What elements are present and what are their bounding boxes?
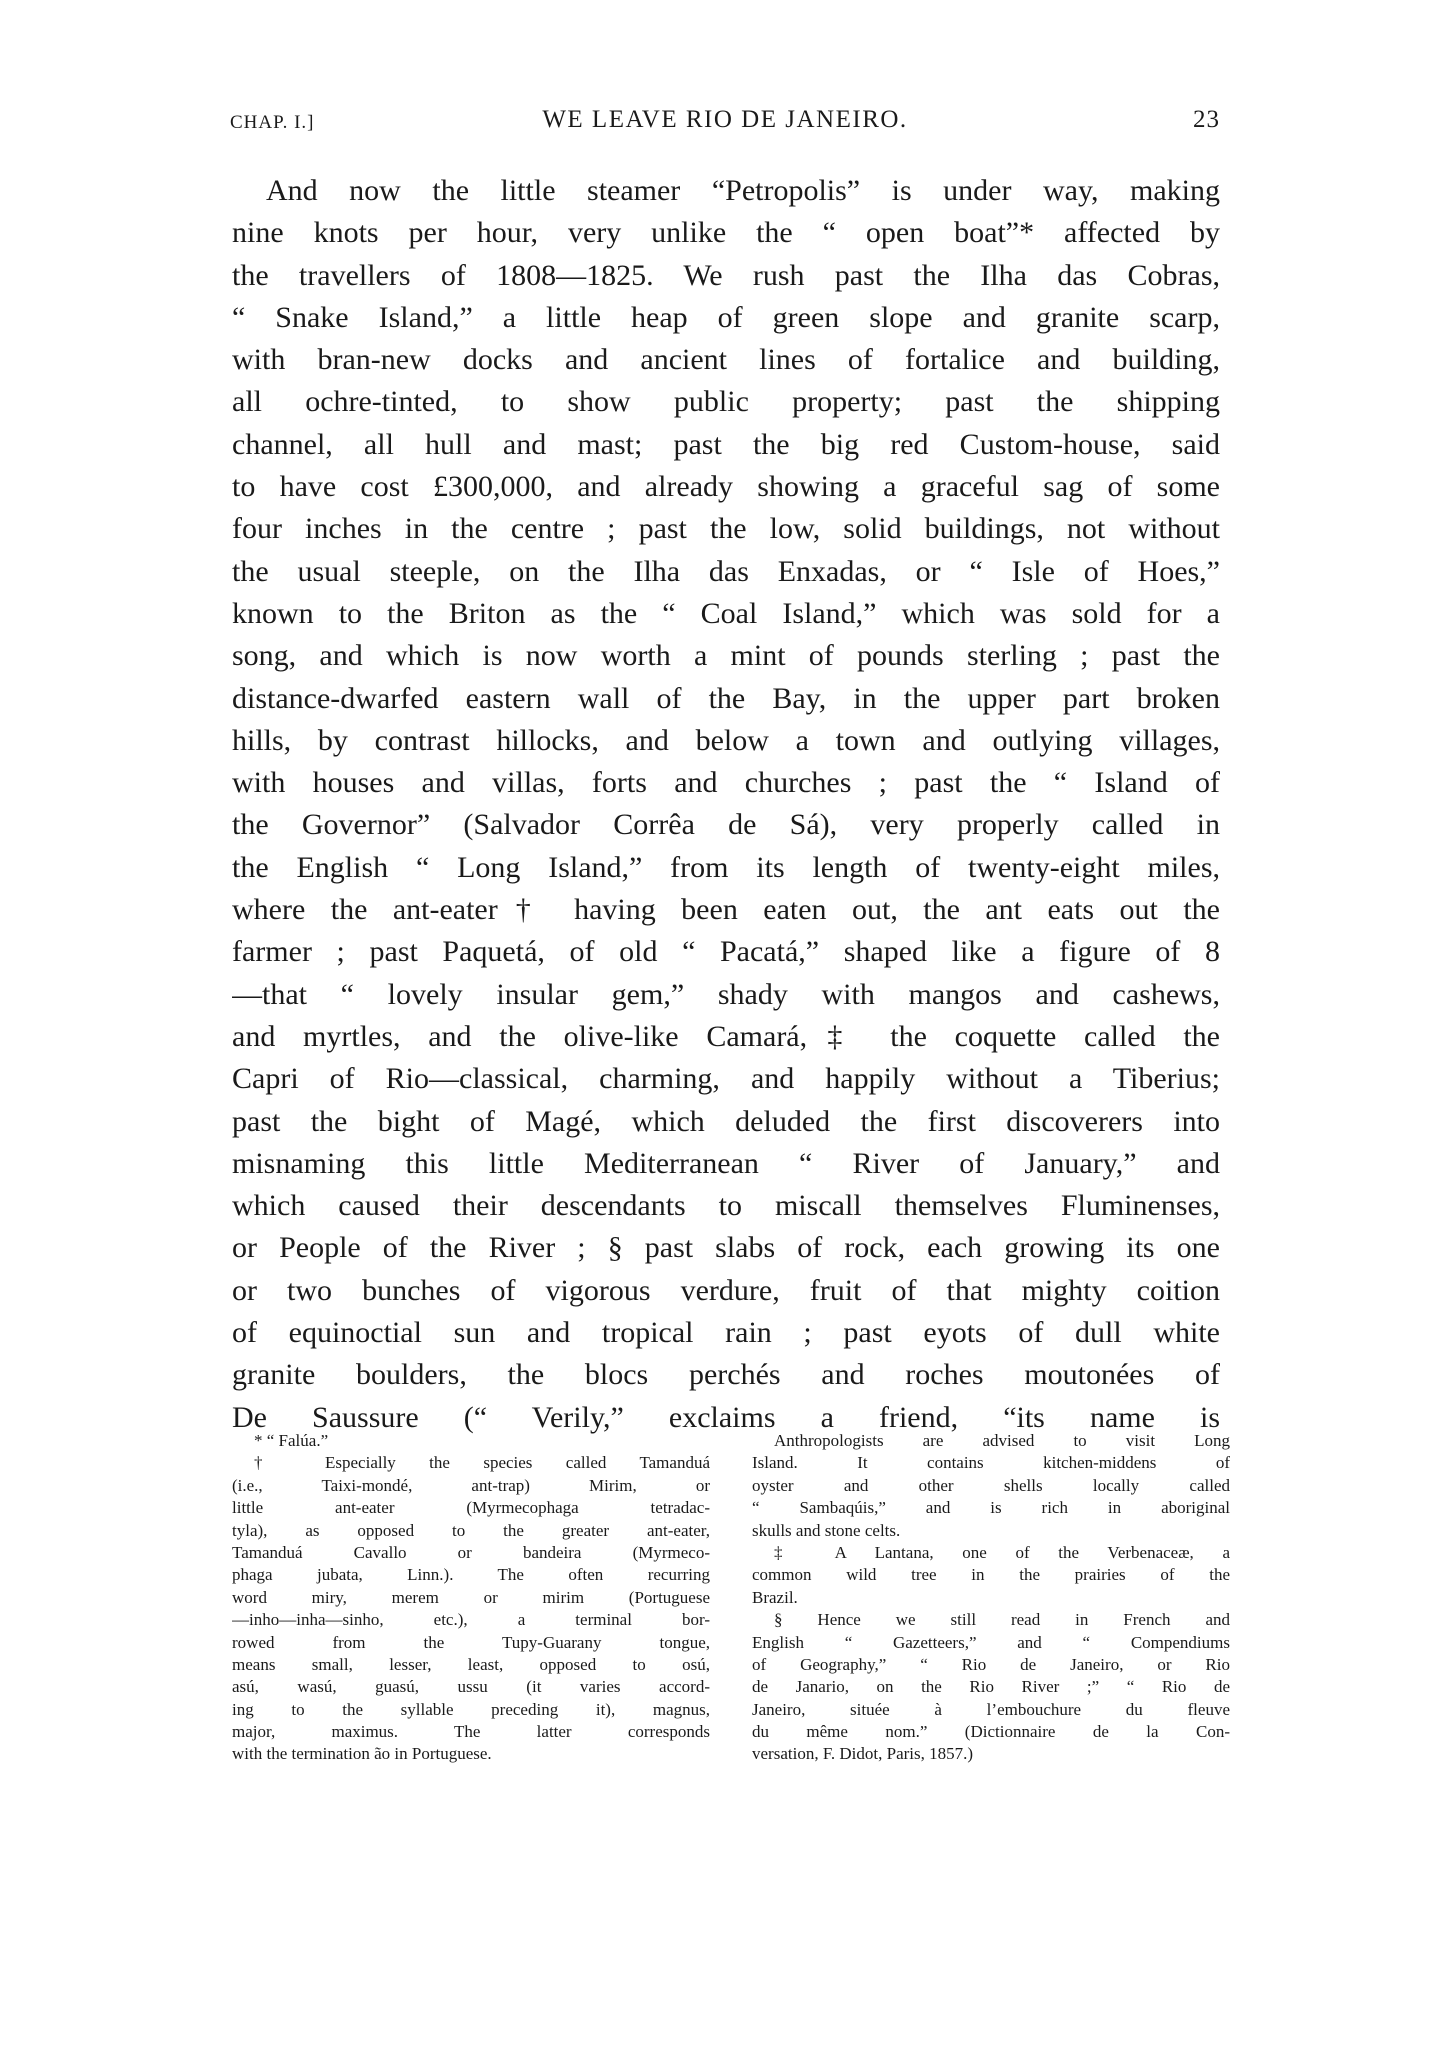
footnote-line: ing to the syllable preceding it), magnus, <box>232 1699 710 1719</box>
footnote-line: versation, F. Didot, Paris, 1857.) <box>752 1744 974 1764</box>
body-line: known to the Briton as the “ Coal Island,” which was sold for a <box>232 596 1220 630</box>
body-line: four inches in the centre ; past the low, solid buildings, not without <box>232 512 1220 546</box>
footnote-line: phaga jubata, Linn.). The often recurring <box>232 1565 710 1585</box>
body-line: And now the little steamer “Petropolis” is under way, making <box>266 174 1220 207</box>
footnote-line: English “ Gazetteers,” and “ Compendiums <box>752 1632 1230 1652</box>
body-line: or People of the River ; § past slabs of rock, each growing its one <box>232 1231 1220 1265</box>
footnote-line: with the termination ão in Portuguese. <box>232 1744 492 1764</box>
body-line: hills, by contrast hillocks, and below a town and outlying villages, <box>232 723 1220 757</box>
body-line: to have cost £300,000, and already showing a graceful sag of some <box>232 470 1220 504</box>
body-line: the usual steeple, on the Ilha das Enxadas, or “ Isle of Hoes,” <box>232 554 1220 588</box>
footnote-line: du même nom.” (Dictionnaire de la Con- <box>752 1722 1230 1742</box>
footnote-line: “ Sambaqúis,” and is rich in aboriginal <box>752 1498 1230 1518</box>
body-line: with houses and villas, forts and churches ; past the “ Island of <box>232 766 1220 800</box>
body-line: all ochre-tinted, to show public property; past the shipping <box>232 385 1220 419</box>
body-line: song, and which is now worth a mint of pounds sterling ; past the <box>232 639 1220 673</box>
body-line: farmer ; past Paquetá, of old “ Pacatá,” shaped like a figure of 8 <box>232 935 1220 969</box>
body-line: with bran-new docks and ancient lines of fortalice and building, <box>232 343 1220 377</box>
chapter-label: CHAP. I.] <box>230 112 315 133</box>
footnote-line: —inho—inha—sinho, etc.), a terminal bor- <box>232 1610 710 1630</box>
body-line: Capri of Rio—classical, charming, and happily without a Tiberius; <box>232 1062 1220 1096</box>
footnote-line: Anthropologists are advised to visit Long <box>774 1431 1230 1450</box>
footnote-line: word miry, merem or mirim (Portuguese <box>232 1587 710 1607</box>
footnote-line: § Hence we still read in French and <box>774 1610 1230 1630</box>
body-line: “ Snake Island,” a little heap of green slope and granite scarp, <box>232 300 1220 334</box>
footnote-line: Brazil. <box>752 1587 798 1607</box>
footnote-line: rowed from the Tupy-Guarany tongue, <box>232 1632 710 1652</box>
body-line: where the ant-eater† having been eaten out, the ant eats out the <box>232 893 1220 927</box>
body-line: nine knots per hour, very unlike the “ open boat”* affected by <box>232 216 1220 250</box>
footnotes-right-column <box>752 1430 1230 1766</box>
footnote-line: Tamanduá Cavallo or bandeira (Myrmeco- <box>232 1542 710 1562</box>
body-line: which caused their descendants to miscall themselves Fluminenses, <box>232 1189 1220 1223</box>
body-line: the Governor” (Salvador Corrêa de Sá), very properly called in <box>232 808 1220 842</box>
footnote-line: tyla), as opposed to the greater ant-eater, <box>232 1520 710 1540</box>
footnote-line: oyster and other shells locally called <box>752 1475 1230 1495</box>
body-paragraph <box>232 170 1220 1439</box>
footnote-line: Island. It contains kitchen-middens of <box>752 1453 1230 1473</box>
footnote-line: † Especially the species called Tamanduá <box>254 1453 710 1473</box>
body-line: the English “ Long Island,” from its length of twenty-eight miles, <box>232 850 1220 884</box>
footnote-line: means small, lesser, least, opposed to osú, <box>232 1654 710 1674</box>
footnote-line: Janeiro, située à l’embouchure du fleuve <box>752 1699 1230 1719</box>
body-line: and myrtles, and the olive-like Camará,‡ the coquette called the <box>232 1019 1220 1053</box>
footnote-line: * “ Falúa.” <box>254 1431 329 1450</box>
body-line: distance-dwarfed eastern wall of the Bay, in the upper part broken <box>232 681 1220 715</box>
body-line: channel, all hull and mast; past the big red Custom-house, said <box>232 427 1220 461</box>
running-head <box>230 106 1220 146</box>
footnote-line: de Janario, on the Rio River ;” “ Rio de <box>752 1677 1230 1697</box>
footnote-line: major, maximus. The latter corresponds <box>232 1722 710 1742</box>
body-line: De Saussure (“ Verily,” exclaims a friend, “its name is <box>232 1400 1220 1434</box>
footnote-line: common wild tree in the prairies of the <box>752 1565 1230 1585</box>
body-line: past the bight of Magé, which deluded the first discoverers into <box>232 1104 1220 1138</box>
footnote-line: of Geography,” “ Rio de Janeiro, or Rio <box>752 1654 1230 1674</box>
body-line: the travellers of 1808—1825. We rush past the Ilha das Cobras, <box>232 258 1220 292</box>
page-number: 23 <box>1193 106 1220 133</box>
footnote-line: little ant-eater (Myrmecophaga tetradac- <box>232 1498 710 1518</box>
footnote-line: asú, wasú, guasú, ussu (it varies accord- <box>232 1677 710 1697</box>
running-title: WE LEAVE RIO DE JANEIRO. <box>542 106 908 133</box>
body-line: misnaming this little Mediterranean “ River of January,” and <box>232 1146 1220 1180</box>
footnote-line: skulls and stone celts. <box>752 1520 901 1540</box>
body-line: or two bunches of vigorous verdure, fruit of that mighty coition <box>232 1273 1220 1307</box>
footnote-line: (i.e., Taixi-mondé, ant-trap) Mirim, or <box>232 1475 710 1495</box>
footnote-line: ‡ A Lantana, one of the Verbenaceæ, a <box>774 1542 1230 1562</box>
body-line: —that “ lovely insular gem,” shady with mangos and cashews, <box>232 977 1220 1011</box>
body-line: of equinoctial sun and tropical rain ; past eyots of dull white <box>232 1316 1220 1350</box>
footnotes-left-column <box>232 1430 710 1766</box>
body-line: granite boulders, the blocs perchés and roches moutonées of <box>232 1358 1220 1392</box>
